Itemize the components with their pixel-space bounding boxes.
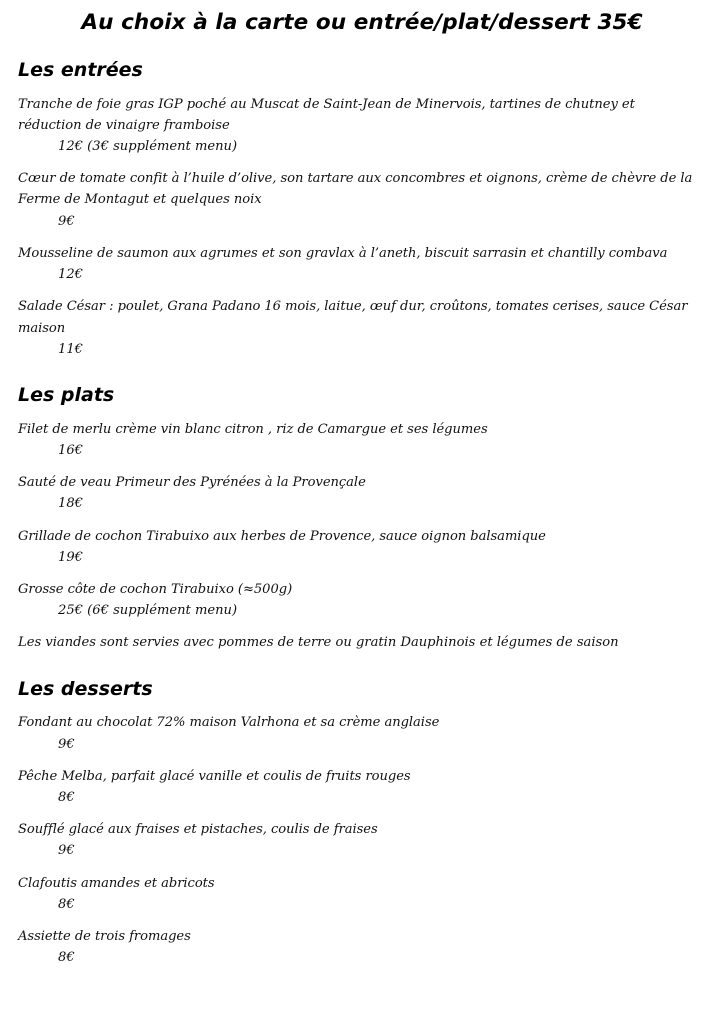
- menu-item: [0, 243, 724, 285]
- menu-item: [0, 94, 724, 158]
- dish-name: Grillade de cochon Tirabuixo aux herbes de Provence, sauce oignon balsamique: [18, 528, 546, 544]
- dish-name: Filet de merlu crème vin blanc citron , riz de Camargue et ses légumes: [18, 421, 488, 437]
- menu-item: [0, 766, 724, 808]
- section-heading-desserts: Les desserts: [18, 677, 153, 700]
- menu-item: [0, 926, 724, 968]
- menu-item: [0, 819, 724, 861]
- menu-item: [0, 579, 724, 621]
- dish-name: Mousseline de saumon aux agrumes et son gravlax à l’aneth, biscuit sarrasin et chantilly combava: [18, 245, 668, 261]
- menu-section-entrees: [0, 59, 724, 360]
- menu-item: [0, 712, 724, 754]
- page-title: Au choix à la carte ou entrée/plat/dessert 35€: [81, 10, 643, 35]
- dish-price: 9€: [58, 736, 75, 752]
- dish-name: Soufflé glacé aux fraises et pistaches, coulis de fraises: [18, 822, 378, 838]
- dish-name: Fondant au chocolat 72% maison Valrhona et sa crème anglaise: [18, 715, 440, 731]
- dish-price: 8€: [58, 789, 75, 805]
- dish-price: 19€: [58, 549, 83, 565]
- dish-name: Salade César : poulet, Grana Padano 16 mois, laitue, œuf dur, croûtons, tomates cerises, sauce César maison: [18, 299, 688, 336]
- dish-price: 8€: [58, 896, 75, 912]
- dish-price: 8€: [58, 950, 75, 966]
- dish-price: 9€: [58, 213, 75, 229]
- dish-price: 25€ (6€ supplément menu): [58, 603, 238, 619]
- dish-name: Sauté de veau Primeur des Pyrénées à la Provençale: [18, 475, 366, 491]
- dish-price: 18€: [58, 496, 83, 512]
- menu-item: [0, 526, 724, 568]
- dish-name: Tranche de foie gras IGP poché au Muscat de Saint-Jean de Minervois, tartines de chutney et réduction de vinaigre framboise: [18, 96, 635, 133]
- menu-section-desserts: [0, 678, 724, 969]
- dish-name: Pêche Melba, parfait glacé vanille et coulis de fruits rouges: [18, 768, 411, 784]
- dish-name: Cœur de tomate confit à l’huile d’olive, son tartare aux concombres et oignons, crème de chèvre de la Ferme de Montagut et quelques noix: [18, 171, 693, 208]
- section-items-entrees: [0, 94, 724, 360]
- menu-item: [0, 296, 724, 360]
- dish-price: 16€: [58, 442, 83, 458]
- menu-item: [0, 419, 724, 461]
- dish-price: 9€: [58, 843, 75, 859]
- section-items-desserts: [0, 712, 724, 968]
- dish-price: 12€: [58, 267, 83, 283]
- dish-price: 11€: [58, 341, 83, 357]
- plats-serving-note: Les viandes sont servies avec pommes de terre ou gratin Dauphinois et légumes de saison: [18, 635, 619, 651]
- dish-name: Grosse côte de cochon Tirabuixo (≈500g): [18, 581, 293, 597]
- menu-item: [0, 472, 724, 514]
- dish-name: Assiette de trois fromages: [18, 928, 191, 944]
- menu-section-plats: [0, 384, 724, 654]
- section-items-plats: [0, 419, 724, 654]
- section-heading-entrees: Les entrées: [18, 58, 143, 81]
- menu-item: [0, 873, 724, 915]
- dish-name: Clafoutis amandes et abricots: [18, 875, 215, 891]
- menu-item: [0, 168, 724, 232]
- dish-price: 12€ (3€ supplément menu): [58, 139, 238, 155]
- section-heading-plats: Les plats: [18, 383, 115, 406]
